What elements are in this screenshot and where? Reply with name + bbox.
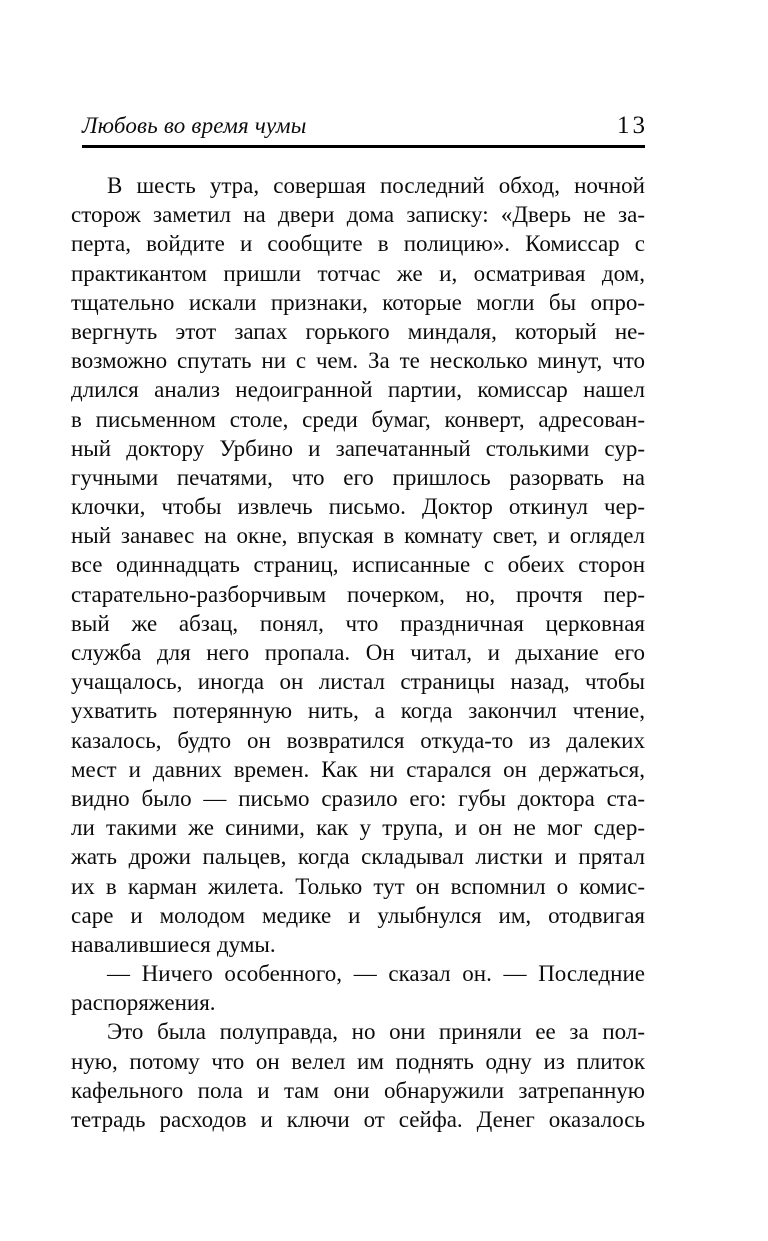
- text-line: жать дрожи пальцев, когда складывал листки и прятал: [71, 844, 645, 870]
- text-line: их в карман жилета. Только тут он вспомнил о комис-: [71, 873, 645, 899]
- text-line: практикантом пришли тотчас же и, осматривая дом,: [71, 260, 645, 286]
- text-line: все одиннадцать страниц, исписанные с обеих сторон: [71, 552, 645, 578]
- page-number: 13: [617, 112, 648, 139]
- text-line: ный доктору Урбино и запечатанный столькими сур-: [71, 435, 645, 461]
- text-line: старательно-разборчивым почерком, но, прочтя пер-: [71, 581, 645, 607]
- text-block: [71, 171, 645, 1134]
- text-line: ную, потому что он велел им поднять одну из плиток: [71, 1048, 645, 1074]
- text-line: тетрадь расходов и ключи от сейфа. Денег оказалось: [71, 1107, 645, 1132]
- header-rule-divider: [82, 145, 645, 148]
- text-line: ухватить потерянную нить, а когда закончил чтение,: [71, 698, 645, 724]
- text-line: учащалось, иногда он листал страницы назад, чтобы: [71, 669, 645, 695]
- text-line: тщательно искали признаки, которые могли бы опро-: [71, 289, 645, 315]
- text-line: вый же абзац, понял, что праздничная церковная: [71, 610, 645, 636]
- text-line: вергнуть этот запах горького миндаля, который не-: [71, 318, 645, 344]
- text-line: сторож заметил на двери дома записку: «Дверь не за-: [71, 202, 645, 228]
- running-header: [82, 112, 648, 140]
- text-line: навалившиеся думы.: [71, 931, 276, 957]
- text-line: мест и давних времен. Как ни старался он держаться,: [71, 756, 645, 782]
- text-line: возможно спутать ни с чем. За те несколько минут, что: [71, 348, 645, 374]
- text-line: гучными печатями, что его пришлось разорвать на: [71, 464, 645, 490]
- text-line: — Ничего особенного, — сказал он. — Последние: [107, 961, 645, 987]
- text-line: распоряжения.: [71, 990, 216, 1016]
- text-line: клочки, чтобы извлечь письмо. Доктор откинул чер-: [71, 494, 645, 520]
- text-line: служба для него пропала. Он читал, и дыхание его: [71, 640, 645, 665]
- text-line: В шесть утра, совершая последний обход, ночной: [107, 173, 645, 198]
- text-line: кафельного пола и там они обнаружили затрепанную: [71, 1077, 645, 1103]
- text-line: саре и молодом медике и улыбнулся им, отодвигая: [71, 902, 645, 928]
- text-line: ли такими же синими, как у трупа, и он не мог сдер-: [71, 815, 645, 841]
- book-title: Любовь во время чумы: [82, 113, 307, 138]
- text-line: длился анализ недоигранной партии, комиссар нашел: [71, 377, 645, 403]
- text-line: перта, войдите и сообщите в полицию». Комиссар с: [71, 231, 645, 257]
- text-line: Это была полуправда, но они приняли ее за пол-: [107, 1019, 645, 1045]
- text-line: в письменном столе, среди бумаг, конверт, адресован-: [71, 406, 645, 432]
- text-line: видно было — письмо сразило его: губы доктора ста-: [71, 785, 645, 811]
- text-line: ный занавес на окне, впуская в комнату свет, и оглядел: [71, 523, 645, 549]
- text-line: казалось, будто он возвратился откуда-то из далеких: [71, 727, 645, 753]
